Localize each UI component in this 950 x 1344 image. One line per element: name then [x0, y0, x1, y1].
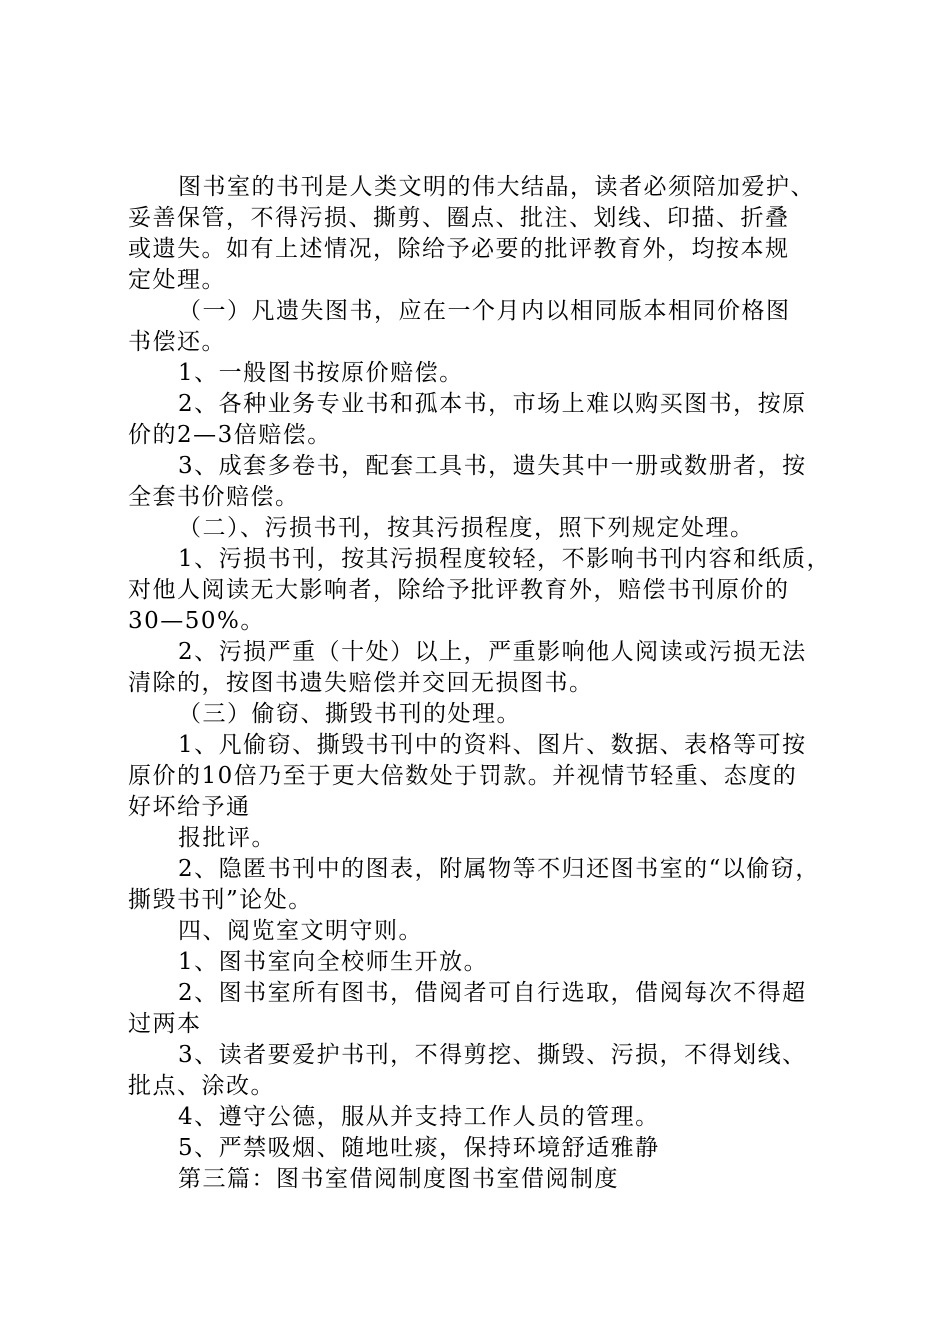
section-2-item-2-line-2: 清除的，按图书遗失赔偿并交回无损图书。 [128, 670, 594, 696]
document-body [128, 172, 838, 1195]
section-1-item-2-line-1: 2、各种业务专业书和孤本书，市场上难以购买图书，按原 [178, 391, 807, 417]
section-1-heading-line-2: 书偿还。 [128, 329, 226, 355]
section-3-item-2-line-2: 撕毁书刊”论处。 [128, 887, 313, 913]
section-4-item-2-line-2: 过两本 [128, 1011, 202, 1037]
section-2-item-1-line-3: 30—50%。 [128, 608, 265, 634]
section-1-item-1: 1、一般图书按原价赔偿。 [178, 360, 464, 386]
section-2-heading: （二）、污损书刊，按其污损程度，照下列规定处理。 [178, 515, 755, 541]
section-4-item-4: 4、遵守公德，服从并支持工作人员的管理。 [178, 1104, 660, 1130]
section-1-item-3-line-1: 3、成套多卷书，配套工具书，遗失其中一册或数册者，按 [178, 453, 807, 479]
section-4-item-3-line-2: 批点、涂改。 [128, 1073, 275, 1099]
section-2-item-1-line-2: 对他人阅读无大影响者，除给予批评教育外，赔偿书刊原价的 [128, 577, 790, 603]
section-4-item-1: 1、图书室向全校师生开放。 [178, 949, 489, 975]
section-2-item-1-line-1: 1、污损书刊，按其污损程度较轻，不影响书刊内容和纸质， [178, 546, 832, 572]
section-3-item-2-line-1: 2、隐匿书刊中的图表，附属物等不归还图书室的“以偷窃， [178, 856, 820, 882]
part-3-title: 第三篇：图书室借阅制度图书室借阅制度 [178, 1166, 619, 1192]
section-4-item-5: 5、严禁吸烟、随地吐痰，保持环境舒适雅静 [178, 1135, 660, 1161]
section-3-item-1-line-4: 报批评。 [178, 825, 276, 851]
paragraph-intro-line-2: 妥善保管，不得污损、撕剪、圈点、批注、划线、印描、折叠 [128, 205, 790, 231]
section-3-heading: （三）偷窃、撕毁书刊的处理。 [178, 701, 521, 727]
section-1-item-3-line-2: 全套书价赔偿。 [128, 484, 300, 510]
section-4-item-2-line-1: 2、图书室所有图书，借阅者可自行选取，借阅每次不得超 [178, 980, 807, 1006]
section-3-item-1-line-2: 原价的10倍乃至于更大倍数处于罚款。并视情节轻重、态度的 [128, 763, 798, 789]
section-2-item-2-line-1: 2、污损严重（十处）以上，严重影响他人阅读或污损无法 [178, 639, 807, 665]
section-3-item-1-line-3: 好坏给予通 [128, 794, 251, 820]
section-1-item-2-line-2: 价的2—3倍赔偿。 [128, 422, 332, 448]
section-1-heading-line-1: （一）凡遗失图书，应在一个月内以相同版本相同价格图 [178, 298, 791, 324]
section-3-item-1-line-1: 1、凡偷窃、撕毁书刊中的资料、图片、数据、表格等可按 [178, 732, 807, 758]
paragraph-intro-line-3: 或遗失。如有上述情况，除给予必要的批评教育外，均按本规 [128, 236, 790, 262]
section-4-item-3-line-1: 3、读者要爱护书刊，不得剪挖、撕毁、污损，不得划线、 [178, 1042, 807, 1068]
paragraph-intro-line-1: 图书室的书刊是人类文明的伟大结晶，读者必须陪加爱护、 [178, 174, 815, 200]
section-4-heading: 四、阅览室文明守则。 [178, 918, 423, 944]
paragraph-intro-line-4: 定处理。 [128, 267, 226, 293]
